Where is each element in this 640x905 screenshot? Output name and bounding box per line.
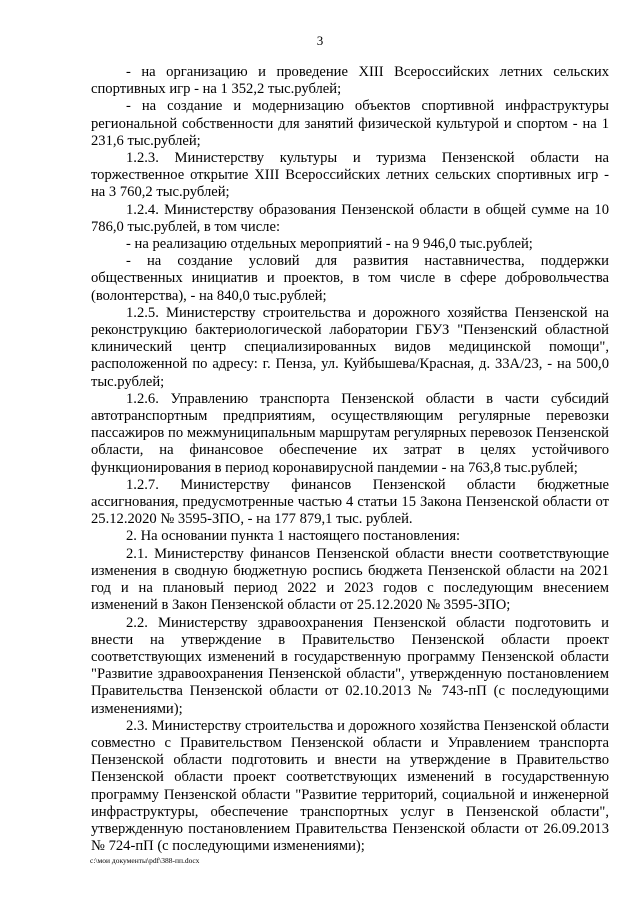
paragraph-1-2-5: 1.2.5. Министерству строительства и дорожного хозяйства Пензенской на реконструкцию бактериологической лаборатории ГБУЗ "Пензенский областной клинический центр специализированных видов медицинской помощи", расположенной по адресу: г. Пенза, ул. Куйбышева/Красная, д. 33А/23, - на 500,0 тыс.рублей; <box>91 304 609 390</box>
paragraph-1-2-3: 1.2.3. Министерству культуры и туризма Пензенской области на торжественное открытие XIII Всероссийских летних сельских спортивных игр - на 3 760,2 тыс.рублей; <box>91 150 609 201</box>
paragraph-1-2-6: 1.2.6. Управлению транспорта Пензенской области в части субсидий автотранспортным предприятиям, осуществляющим регулярные перевозки пассажиров по межмуниципальным маршрутам регулярных перевозок Пензенской области, на финансовое обеспечение их затрат в целях устойчивого функционирования в период коронавирусной пандемии - на 763,8 тыс.рублей; <box>91 390 609 476</box>
paragraph-2-1: 2.1. Министерству финансов Пензенской области внести соответствующие изменения в сводную бюджетную роспись бюджета Пензенской области на 2021 год и на плановый период 2022 и 2023 годов с последующим внесением изменений в Закон Пензенской области от 25.12.2020 № 3595-ЗПО; <box>91 545 609 614</box>
paragraph-2-3: 2.3. Министерству строительства и дорожного хозяйства Пензенской области совместно с Правительством Пензенской области и Управлением транспорта Пензенской области подготовить и внести на утверждение в Правительство Пензенской области проект соответствующих изменений в государственную программу Пензенской области "Развитие территорий, социальной и инженерной инфраструктуры, обеспечение транспортных услуг в Пензенской области", утвержденную постановлением Правительства Пензенской области от 26.09.2013 № 724-пП (с последующими изменениями); <box>91 717 609 855</box>
paragraph-2: 2. На основании пункта 1 настоящего постановления: <box>126 528 461 545</box>
paragraph-1-2-4: 1.2.4. Министерству образования Пензенской области в общей сумме на 10 786,0 тыс.рублей, в том числе: <box>91 201 609 235</box>
paragraph-sport-games: - на организацию и проведение XIII Всероссийских летних сельских спортивных игр - на 1 352,2 тыс.рублей; <box>91 64 609 98</box>
document-body <box>91 64 609 855</box>
paragraph-events: - на реализацию отдельных мероприятий - на 9 946,0 тыс.рублей; <box>126 236 533 253</box>
paragraph-2-2: 2.2. Министерству здравоохранения Пензенской области подготовить и внести на утверждение в Правительство Пензенской области проект соответствующих изменений в государственную программу Пензенской области "Развитие здравоохранения Пензенской области", утвержденную постановлением Правительства Пензенской области от 02.10.2013 № 743-пП (с последующими изменениями); <box>91 614 609 717</box>
paragraph-mentoring: - на создание условий для развития наставничества, поддержки общественных инициатив и проектов, в том числе в сфере добровольчества (волонтерства), - на 840,0 тыс.рублей; <box>91 253 609 304</box>
paragraph-1-2-7: 1.2.7. Министерству финансов Пензенской области бюджетные ассигнования, предусмотренные частью 4 статьи 15 Закона Пензенской области от 25.12.2020 № 3595-ЗПО, - на 177 879,1 тыс. рублей. <box>91 476 609 528</box>
page-number: 3 <box>316 33 324 48</box>
footer-file-path: c:\мои документы\pdf\388-пп.docx <box>90 856 200 865</box>
paragraph-sport-infrastructure: - на создание и модернизацию объектов спортивной инфраструктуры региональной собственности для занятий физической культурой и спортом - на 1 231,6 тыс.рублей; <box>91 98 609 149</box>
